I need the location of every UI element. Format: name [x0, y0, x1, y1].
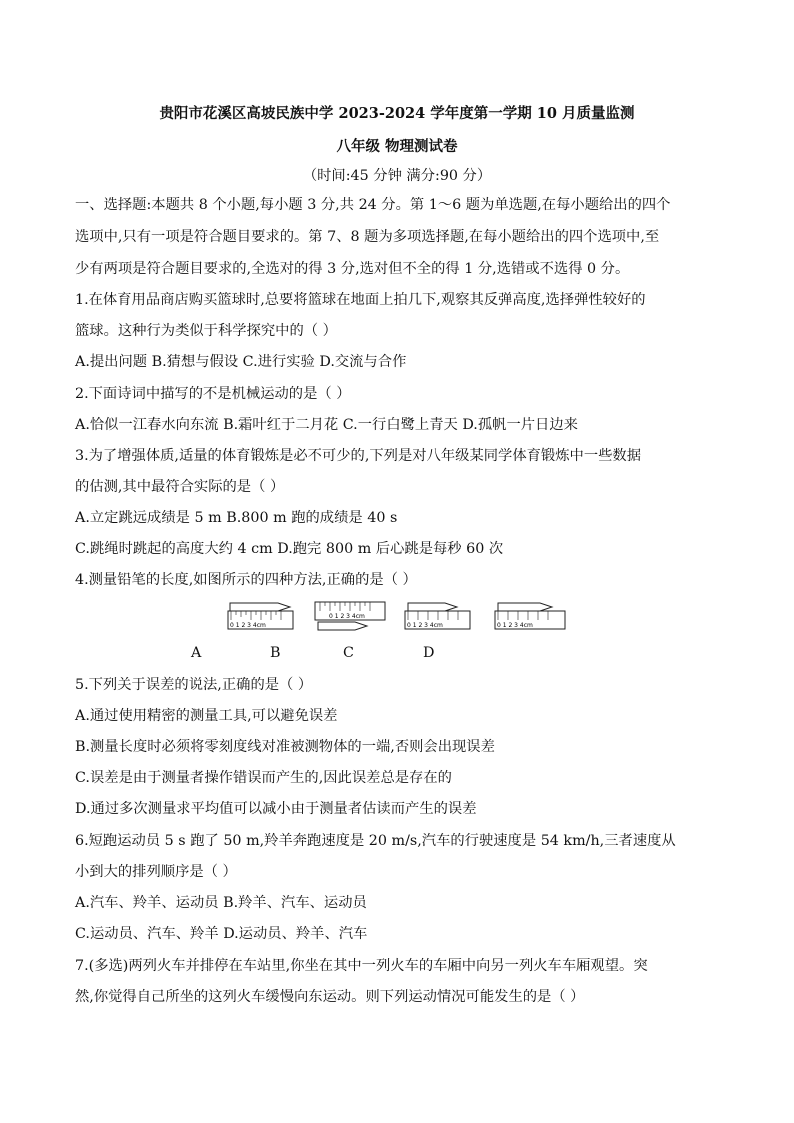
svg-text:0 1 2 3 4cm: 0 1 2 3 4cm — [329, 613, 365, 620]
ruler-c — [405, 603, 470, 629]
q6-options: C.运动员、汽车、羚羊 D.运动员、羚羊、汽车 — [75, 926, 368, 942]
q5-option-d: D.通过多次测量求平均值可以减小由于测量者估读而产生的误差 — [75, 801, 477, 817]
ruler-label-c: C — [343, 645, 354, 661]
ruler-a — [228, 603, 293, 629]
q3-options: A.立定跳远成绩是 5 m B.800 m 跑的成绩是 40 s — [75, 510, 398, 526]
q2-options: A.恰似一江春水向东流 B.霜叶红于二月花 C.一行白鹭上青天 D.孤帆一片日边来 — [75, 417, 578, 433]
q6-options: A.汽车、羚羊、运动员 B.羚羊、汽车、运动员 — [75, 895, 367, 911]
svg-text:0 1 2 3 4cm: 0 1 2 3 4cm — [407, 622, 443, 629]
q1-stem: 1.在体育用品商店购买篮球时,总要将篮球在地面上拍几下,观察其反弹高度,选择弹性较好的 — [75, 292, 646, 308]
exam-title: 贵阳市花溪区高坡民族中学 2023-2024 学年度第一学期 10 月质量监测 — [159, 105, 635, 122]
q3-options: C.跳绳时跳起的高度大约 4 cm D.跑完 800 m 后心跳是每秒 60 次 — [75, 541, 504, 557]
svg-text:0 1 2 3 4cm: 0 1 2 3 4cm — [497, 622, 533, 629]
q1-stem: 篮球。这种行为类似于科学探究中的（ ） — [75, 323, 337, 339]
ruler-label-a: A — [191, 645, 202, 661]
section-intro-line: 一、选择题:本题共 8 个小题,每小题 3 分,共 24 分。第 1～6 题为单选题,在每小题给出的四个 — [75, 197, 671, 213]
q6-stem: 6.短跑运动员 5 s 跑了 50 m,羚羊奔跑速度是 20 m/s,汽车的行驶速度是 54 km/h,三者速度从 — [75, 833, 676, 849]
ruler-d — [495, 603, 565, 629]
q3-stem: 的估测,其中最符合实际的是（ ） — [75, 479, 285, 495]
q2-stem: 2.下面诗词中描写的不是机械运动的是（ ） — [75, 386, 351, 402]
ruler-label-d: D — [423, 645, 435, 661]
q5-option-c: C.误差是由于测量者操作错误而产生的,因此误差总是存在的 — [75, 770, 452, 786]
q4-stem: 4.测量铅笔的长度,如图所示的四种方法,正确的是（ ） — [75, 572, 417, 588]
q5-stem: 5.下列关于误差的说法,正确的是（ ） — [75, 677, 313, 693]
q6-stem: 小到大的排列顺序是（ ） — [75, 864, 237, 880]
section-intro-line: 选项中,只有一项是符合题目要求的。第 7、8 题为多项选择题,在每小题给出的四个选项中,至 — [75, 229, 660, 245]
section-intro-line: 少有两项是符合题目要求的,全选对的得 3 分,选对但不全的得 1 分,选错或不选得 0 分。 — [75, 261, 630, 277]
q7-stem: 7.(多选)两列火车并排停在车站里,你坐在其中一列火车的车厢中向另一列火车车厢观望。突 — [75, 958, 648, 974]
time-info: （时间:45 分钟 满分:90 分） — [302, 168, 492, 184]
ruler-figure — [220, 600, 580, 640]
q5-option-b: B.测量长度时必须将零刻度线对准被测物体的一端,否则会出现误差 — [75, 739, 495, 755]
q3-stem: 3.为了增强体质,适量的体育锻炼是必不可少的,下列是对八年级某同学体育锻炼中一些数据 — [75, 448, 642, 464]
exam-subtitle: 八年级 物理测试卷 — [336, 138, 458, 155]
q5-option-a: A.通过使用精密的测量工具,可以避免误差 — [75, 708, 338, 724]
ruler-b — [315, 602, 385, 630]
svg-text:0 1 2 3 4cm: 0 1 2 3 4cm — [230, 622, 266, 629]
ruler-label-b: B — [270, 645, 281, 661]
q1-options: A.提出问题 B.猜想与假设 C.进行实验 D.交流与合作 — [75, 354, 407, 370]
q7-stem: 然,你觉得自己所坐的这列火车缓慢向东运动。则下列运动情况可能发生的是（ ） — [75, 989, 585, 1005]
